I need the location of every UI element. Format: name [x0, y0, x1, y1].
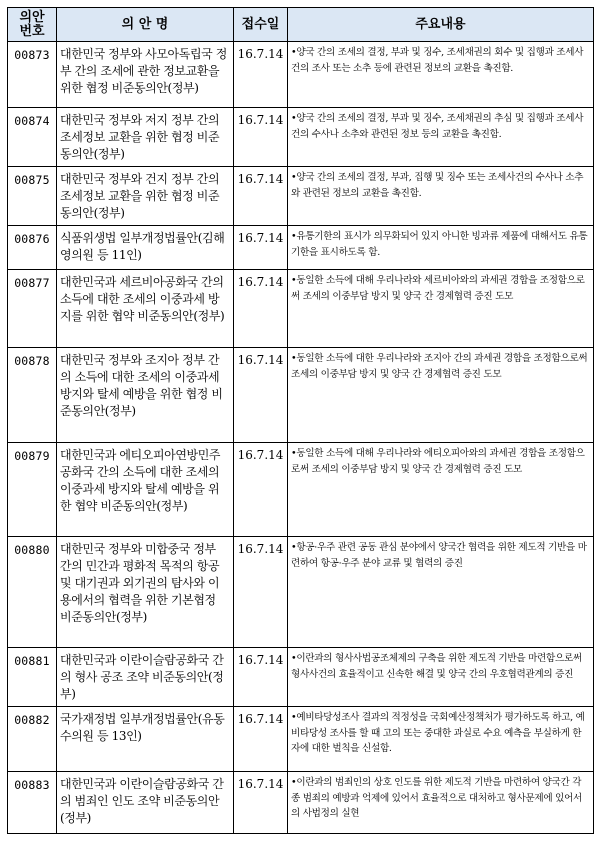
table-row — [8, 167, 594, 226]
table-row — [8, 108, 594, 167]
table-row — [8, 443, 594, 537]
header-bill-name: 의 안 명 — [57, 8, 234, 42]
bill-name: 대한민국 정부와 조지아 정부 간의 소득에 대한 조세의 이중과세 방지와 탈세 예방을 위한 협정 비준동의안(정부) — [57, 348, 234, 443]
table-row — [8, 270, 594, 348]
bill-name: 대한민국과 세르비아공화국 간의 소득에 대한 조세의 이중과세 방지를 위한 협약 비준동의안(정부) — [57, 270, 234, 348]
header-summary: 주요내용 — [288, 8, 594, 42]
table-row — [8, 226, 594, 270]
received-date: 16.7.14 — [234, 108, 288, 167]
received-date: 16.7.14 — [234, 270, 288, 348]
table-row — [8, 772, 594, 834]
bill-name: 대한민국 정부와 저지 정부 간의 조세정보 교환을 위한 협정 비준동의안(정부) — [57, 108, 234, 167]
table-header-row — [8, 8, 594, 42]
bill-name: 국가재정법 일부개정법률안(유동수의원 등 13인) — [57, 707, 234, 772]
bill-number: 00877 — [8, 270, 57, 348]
received-date: 16.7.14 — [234, 772, 288, 834]
bill-name: 대한민국과 이란이슬람공화국 간의 형사 공조 조약 비준동의안(정부) — [57, 648, 234, 707]
bill-number: 00873 — [8, 42, 57, 108]
bill-summary: •양국 간의 조세의 결정, 부과 및 징수, 조세채권의 회수 및 집행과 조세사건의 조사 또는 소추 등에 관련된 정보의 교환을 촉진함. — [288, 42, 594, 108]
received-date: 16.7.14 — [234, 648, 288, 707]
received-date: 16.7.14 — [234, 167, 288, 226]
bill-table — [7, 7, 594, 834]
bill-name: 대한민국 정부와 미합중국 정부 간의 민간과 평화적 목적의 항공 및 대기권과 외기권의 탐사와 이용에서의 협력을 위한 기본협정 비준동의안(정부) — [57, 537, 234, 648]
bill-summary: •이란과의 형사사법공조체제의 구축을 위한 제도적 기반을 마련함으로써 형사사건의 효율적이고 신속한 해결 및 양국 간의 우호협력관계의 증진 — [288, 648, 594, 707]
received-date: 16.7.14 — [234, 226, 288, 270]
bill-number: 00874 — [8, 108, 57, 167]
bill-name: 대한민국 정부와 사모아독립국 정부 간의 조세에 관한 정보교환을 위한 협정 비준동의안(정부) — [57, 42, 234, 108]
bill-summary: •동일한 소득에 대해 우리나라와 세르비아와의 과세권 경합을 조정함으로써 조세의 이중부담 방지 및 양국 간 경제협력 증진 도모 — [288, 270, 594, 348]
received-date: 16.7.14 — [234, 707, 288, 772]
table-row — [8, 42, 594, 108]
bill-summary: •예비타당성조사 결과의 적정성을 국회예산정책처가 평가하도록 하고, 예비타당성 조사를 할 때 고의 또는 중대한 과실로 수요 예측을 부실하게 한 자에 대한 벌칙을 신설함. — [288, 707, 594, 772]
bill-summary: •유통기한의 표시가 의무화되어 있지 아니한 빙과류 제품에 대해서도 유통기한을 표시하도록 함. — [288, 226, 594, 270]
bill-summary: •동일한 소득에 대해 우리나라와 에티오피아와의 과세권 경합을 조정함으로써 조세의 이중부담 방지 및 양국 간 경제협력 증진 도모 — [288, 443, 594, 537]
header-bill-number: 의안 번호 — [8, 8, 57, 42]
bill-number: 00880 — [8, 537, 57, 648]
table-row — [8, 348, 594, 443]
bill-summary: •이란과의 범죄인의 상호 인도를 위한 제도적 기반을 마련하여 양국간 각종 범죄의 예방과 억제에 있어서 효율적으로 대처하고 형사문제에 있어서의 사법정의 실현 — [288, 772, 594, 834]
table-row — [8, 648, 594, 707]
bill-summary: •양국 간의 조세의 결정, 부과, 집행 및 징수 또는 조세사건의 수사나 소추와 관련된 정보의 교환을 촉진함. — [288, 167, 594, 226]
bill-number: 00879 — [8, 443, 57, 537]
bill-summary: •항공·우주 관련 공동 관심 분야에서 양국간 협력을 위한 제도적 기반을 마련하여 항공·우주 분야 교류 및 협력의 증진 — [288, 537, 594, 648]
bill-summary: •동일한 소득에 대한 우리나라와 조지아 간의 과세권 경합을 조정함으로써 조세의 이중부담 방지 및 양국 간 경제협력 증진 도모 — [288, 348, 594, 443]
received-date: 16.7.14 — [234, 42, 288, 108]
bill-name: 대한민국 정부와 건지 정부 간의 조세정보 교환을 위한 협정 비준동의안(정부) — [57, 167, 234, 226]
bill-number: 00881 — [8, 648, 57, 707]
received-date: 16.7.14 — [234, 537, 288, 648]
received-date: 16.7.14 — [234, 348, 288, 443]
bill-number: 00875 — [8, 167, 57, 226]
header-received-date: 접수일 — [234, 8, 288, 42]
bill-name: 대한민국과 이란이슬람공화국 간의 범죄인 인도 조약 비준동의안(정부) — [57, 772, 234, 834]
bill-name: 대한민국과 에티오피아연방민주공화국 간의 소득에 대한 조세의 이중과세 방지와 탈세 예방을 위한 협약 비준동의안(정부) — [57, 443, 234, 537]
table-row — [8, 537, 594, 648]
table-row — [8, 707, 594, 772]
bill-number: 00883 — [8, 772, 57, 834]
bill-number: 00878 — [8, 348, 57, 443]
bill-name: 식품위생법 일부개정법률안(김해영의원 등 11인) — [57, 226, 234, 270]
bill-summary: •양국 간의 조세의 결정, 부과 및 징수, 조세채권의 추심 및 집행과 조세사건의 수사나 소추와 관련된 정보 등의 교환을 촉진함. — [288, 108, 594, 167]
bill-number: 00882 — [8, 707, 57, 772]
received-date: 16.7.14 — [234, 443, 288, 537]
bill-number: 00876 — [8, 226, 57, 270]
